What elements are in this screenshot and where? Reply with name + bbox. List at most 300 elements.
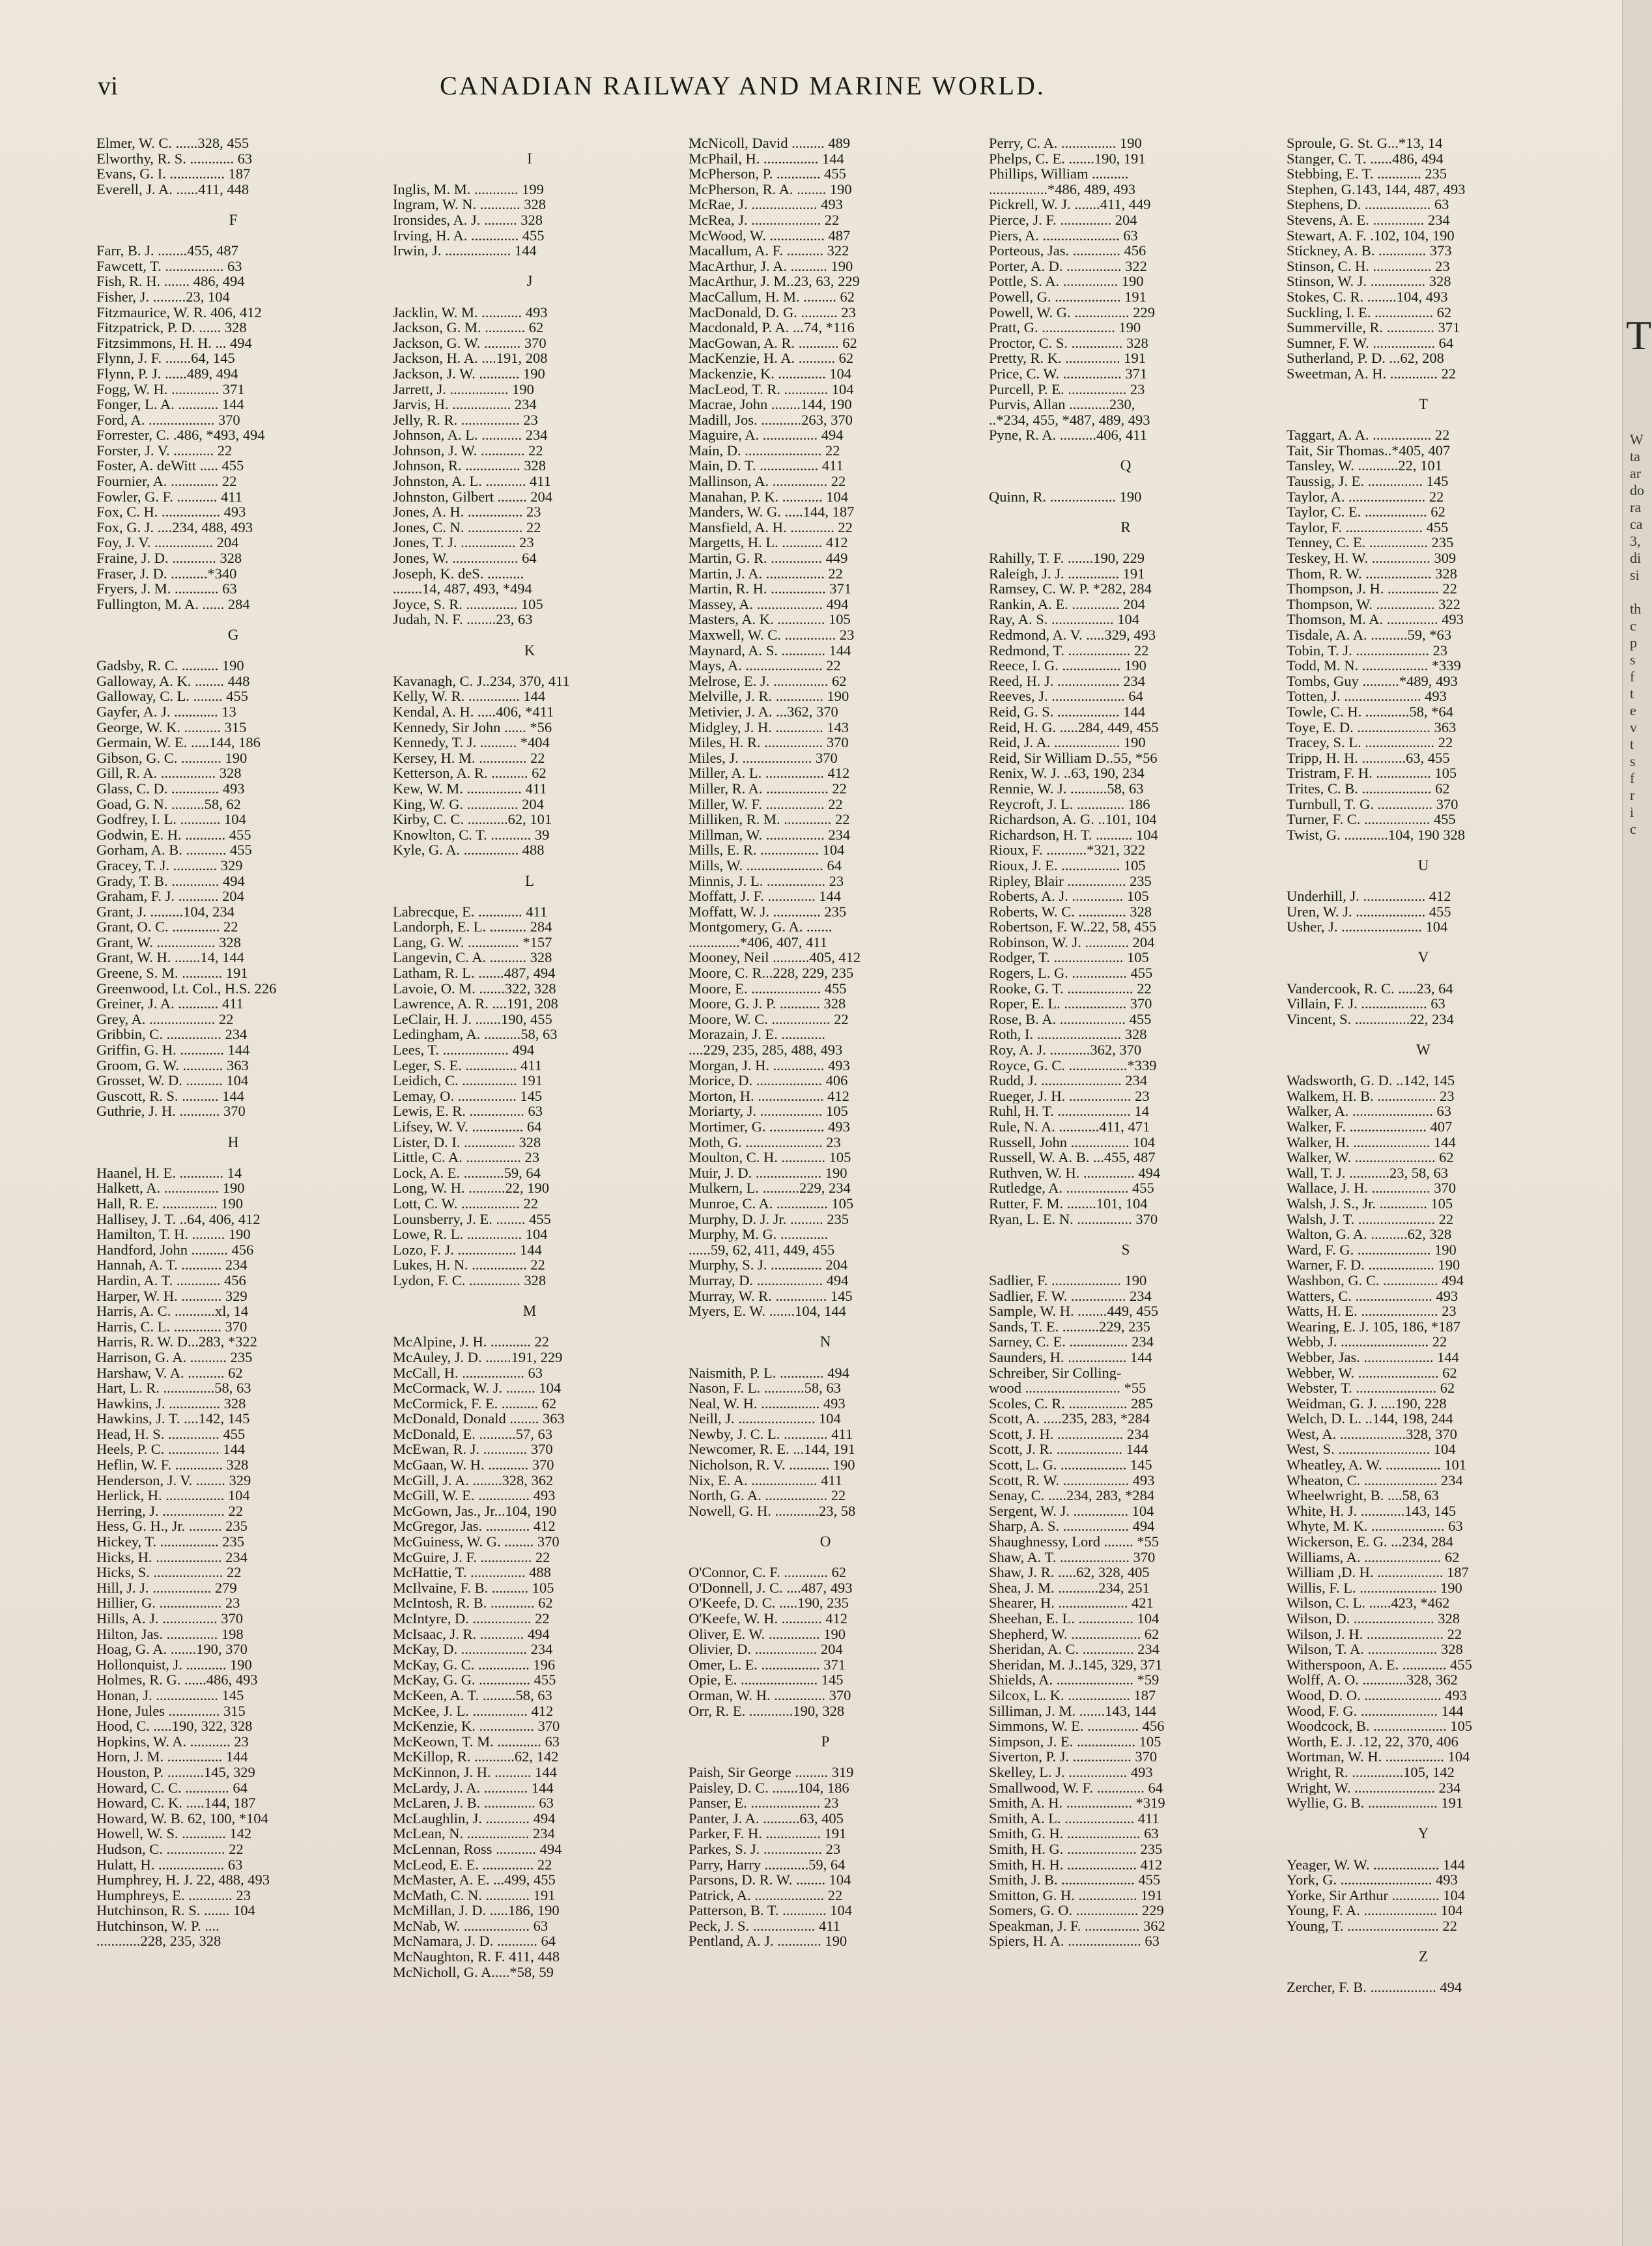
index-entry: Jones, T. J. ............... 23 [393, 535, 534, 551]
index-entry: Johnston, A. L. ........... 411 [393, 474, 551, 489]
index-entry: Kyle, G. A. ............... 488 [393, 842, 545, 858]
index-entry: McLaughlin, J. ............ 494 [393, 1810, 556, 1827]
index-entry: Rose, B. A. .................. 455 [989, 1011, 1152, 1027]
index-entry: Smitton, G. H. ................ 191 [989, 1887, 1163, 1903]
adjacent-page-fragment: r [1630, 787, 1635, 803]
index-entry: Moriarty, J. ................. 105 [689, 1103, 848, 1119]
index-entry: Harris, A. C. ...........xl, 14 [96, 1303, 249, 1319]
index-entry: McPherson, P. ............ 455 [689, 166, 846, 182]
index-entry: MacArthur, J. A. .......... 190 [689, 258, 853, 274]
index-entry: McMaster, A. E. ...499, 455 [393, 1872, 556, 1888]
index-entry: Whyte, M. K. .................... 63 [1287, 1518, 1463, 1535]
index-entry: ......59, 62, 411, 449, 455 [689, 1242, 835, 1258]
index-entry: Hardin, A. T. ............ 456 [96, 1272, 246, 1288]
index-column-5 [1287, 135, 1554, 1995]
index-entry: Reid, G. S. ................. 144 [989, 704, 1146, 720]
index-entry: Wilson, J. H. ..................... 22 [1287, 1626, 1462, 1642]
index-entry: Panser, E. ................... 23 [689, 1795, 839, 1811]
index-entry: Main, D. T. ................ 411 [689, 458, 844, 474]
index-entry: Wood, F. G. ..................... 144 [1287, 1703, 1464, 1719]
index-entry: Irving, H. A. ............. 455 [393, 227, 545, 244]
index-entry: Munroe, C. A. .............. 105 [689, 1195, 854, 1212]
section-spacer [96, 228, 363, 244]
index-entry: Howard, C. K. .....144, 187 [96, 1795, 256, 1811]
index-entry: Hopkins, W. A. ........... 23 [96, 1733, 249, 1750]
index-entry: Lister, D. I. .............. 328 [393, 1134, 541, 1150]
index-entry: Omer, L. E. ................ 371 [689, 1656, 846, 1673]
index-entry: Jones, A. H. ............... 23 [393, 504, 541, 520]
index-entry: Young, F. A. .................... 104 [1287, 1903, 1463, 1918]
index-entry: Fisher, J. .........23, 104 [96, 289, 230, 305]
index-entry: Renix, W. J. ..63, 190, 234 [989, 765, 1145, 781]
index-entry: Kennedy, T. J. .......... *404 [393, 735, 550, 750]
index-entry: Nason, F. L. ...........58, 63 [689, 1380, 841, 1396]
index-entry: Rodger, T. ................... 105 [989, 950, 1149, 966]
index-entry: Grant, O. C. ............. 22 [96, 919, 238, 935]
index-entry: Kersey, H. M. ............. 22 [393, 750, 545, 766]
index-entry: Heels, P. C. .............. 144 [96, 1442, 246, 1458]
index-entry: Hills, A. J. ............... 370 [96, 1611, 244, 1627]
index-entry: Wickerson, E. G. ...234, 284 [1287, 1534, 1453, 1550]
index-entry: Evans, G. I. ............... 187 [96, 166, 251, 182]
index-entry: Houston, P. ..........145, 329 [96, 1764, 255, 1780]
index-entry: Jackson, G. M. ........... 62 [393, 320, 544, 335]
index-entry: McKay, G. G. .............. 455 [393, 1672, 556, 1688]
index-entry: Taussig, J. E. ............... 145 [1287, 474, 1449, 489]
section-spacer [989, 443, 1256, 459]
index-entry: Tait, Sir Thomas..*405, 407 [1287, 442, 1451, 459]
index-entry: Rutter, F. M. ........101, 104 [989, 1195, 1148, 1212]
index-entry: Minnis, J. L. ................ 23 [689, 873, 844, 889]
index-entry: Wolff, A. O. ............328, 362 [1287, 1672, 1458, 1688]
page-header [98, 70, 1388, 109]
index-entry: Hill, J. J. ................ 279 [96, 1580, 237, 1596]
index-entry: Reycroft, J. L. ............. 186 [989, 796, 1150, 812]
index-entry: Mulkern, L. ..........229, 234 [689, 1180, 851, 1196]
section-spacer [689, 1319, 956, 1335]
section-spacer [393, 858, 660, 874]
index-entry: Johnston, Gilbert ........ 204 [393, 489, 552, 505]
index-entry: Moore, E. ................... 455 [689, 980, 847, 997]
index-entry: Howard, W. B. 62, 100, *104 [96, 1810, 268, 1827]
index-entry: Ripley, Blair ................ 235 [989, 873, 1152, 889]
index-entry: McDonald, E. ..........57, 63 [393, 1426, 552, 1442]
index-entry: Trites, C. B. ................... 62 [1287, 780, 1450, 797]
index-entry: Parry, Harry ............59, 64 [689, 1856, 846, 1873]
index-entry: Horn, J. M. ............... 144 [96, 1749, 248, 1765]
index-entry: Pierce, J. F. .............. 204 [989, 212, 1137, 228]
index-entry: Humphrey, H. J. 22, 488, 493 [96, 1872, 270, 1888]
index-entry: Morton, H. .................. 412 [689, 1088, 849, 1104]
index-entry: Mortimer, G. ............... 493 [689, 1119, 850, 1135]
index-entry: Johnson, J. W. ............ 22 [393, 442, 543, 459]
index-entry: Ingram, W. N. ........... 328 [393, 197, 546, 212]
index-entry: West, S. ......................... 104 [1287, 1442, 1456, 1458]
index-entry: Ruhl, H. T. .................... 14 [989, 1103, 1150, 1119]
index-entry: Hickey, T. ................ 235 [96, 1534, 245, 1550]
index-entry: Miles, H. R. ................ 370 [689, 735, 849, 750]
index-entry: Woodcock, B. .................... 105 [1287, 1718, 1473, 1734]
adjacent-page-fragment: ta [1630, 448, 1640, 464]
section-spacer [1287, 382, 1554, 397]
index-entry: Spiers, H. A. .................... 63 [989, 1933, 1160, 1950]
index-entry: Weidman, G. J. ....190, 228 [1287, 1395, 1447, 1412]
index-entry: Hollonquist, J. ........... 190 [96, 1656, 252, 1673]
index-entry: Lees, T. .................. 494 [393, 1042, 535, 1058]
index-entry: Redmond, T. ................. 22 [989, 642, 1149, 659]
index-entry: Washbon, G. C. ............... 494 [1287, 1272, 1464, 1288]
index-entry: Hoag, G. A. .......190, 370 [96, 1642, 248, 1657]
index-entry: McLennan, Ross ........... 494 [393, 1841, 562, 1857]
index-entry: Maxwell, W. C. .............. 23 [689, 627, 855, 643]
index-entry: McGuiness, W. G. ........ 370 [393, 1534, 560, 1550]
index-entry: Rennie, W. J. ..........58, 63 [989, 780, 1144, 797]
index-entry: Mallinson, A. ............... 22 [689, 474, 846, 489]
index-entry: Rogers, L. G. ............... 455 [989, 965, 1153, 981]
index-entry: Rioux, J. E. ................ 105 [989, 857, 1146, 874]
index-entry: Hilton, Jas. .............. 198 [96, 1626, 244, 1642]
index-entry: Miller, R. A. ................. 22 [689, 780, 847, 797]
index-entry: ....229, 235, 285, 488, 493 [689, 1042, 843, 1058]
index-entry: Somers, G. O. ................. 229 [989, 1903, 1164, 1918]
index-entry: wood .......................... *55 [989, 1380, 1146, 1396]
index-entry: Reed, H. J. ................. 234 [989, 673, 1145, 689]
index-entry: Taylor, A. ..................... 22 [1287, 489, 1444, 505]
index-entry: Nicholson, R. V. ........... 190 [689, 1457, 855, 1473]
index-entry: McKeown, T. M. ............ 63 [393, 1733, 560, 1750]
index-entry: Fournier, A. ............. 22 [96, 474, 237, 489]
index-entry: Tobin, T. J. .................... 23 [1287, 642, 1447, 659]
index-entry: Teskey, H. W. ................ 309 [1287, 550, 1457, 566]
page-number: vi [98, 71, 119, 100]
index-entry: Walton, G. A. ..........62, 328 [1287, 1227, 1452, 1242]
index-entry: Newby, J. C. L. ............ 411 [689, 1426, 853, 1442]
index-entry: Hawkins, J. T. ....142, 145 [96, 1411, 250, 1427]
index-entry: Groom, G. W. ........... 363 [96, 1057, 249, 1073]
section-spacer [393, 658, 660, 674]
index-entry: Stinson, C. H. ................ 23 [1287, 258, 1450, 274]
index-entry: Scoles, C. R. ................ 285 [989, 1395, 1153, 1412]
index-entry: Lock, A. E. ...........59, 64 [393, 1165, 541, 1181]
index-entry: Kendal, A. H. .....406, *411 [393, 704, 554, 720]
index-entry: Scott, A. .....235, 283, *284 [989, 1411, 1150, 1427]
index-entry: Guthrie, J. H. ........... 370 [96, 1103, 246, 1119]
index-entry: George, W. K. .......... 315 [96, 719, 247, 735]
index-entry: Guscott, R. S. .......... 144 [96, 1088, 244, 1104]
index-entry: Mansfield, A. H. ............ 22 [689, 519, 853, 535]
index-entry: Pyne, R. A. ..........406, 411 [989, 427, 1147, 443]
index-entry: Montgomery, G. A. ....... [689, 919, 833, 935]
index-entry: Piers, A. ..................... 63 [989, 227, 1138, 244]
section-spacer [1287, 1933, 1554, 1949]
index-entry: Smith, A. L. ................... 411 [989, 1810, 1160, 1827]
index-entry: Todd, M. N. .................. *339 [1287, 658, 1461, 674]
index-entry: Wilson, T. A. ................... 328 [1287, 1642, 1463, 1657]
running-title: CANADIAN RAILWAY AND MARINE WORLD. [440, 71, 1046, 100]
index-entry: Stebbing, E. T. ............ 235 [1287, 166, 1447, 182]
index-entry: MacKenzie, H. A. .......... 62 [689, 350, 854, 366]
section-letter: Q [1120, 457, 1132, 474]
index-entry: Galloway, C. L. ........ 455 [96, 689, 248, 704]
section-spacer [393, 166, 660, 182]
index-entry: Gribbin, C. ............... 234 [96, 1027, 248, 1043]
index-entry: McAuley, J. D. .......191, 229 [393, 1349, 563, 1365]
index-entry: Skelley, L. J. ................ 493 [989, 1764, 1153, 1780]
index-entry: LeClair, H. J. .......190, 455 [393, 1011, 552, 1027]
index-entry: Martin, R. H. ............... 371 [689, 581, 851, 597]
index-entry: Wheaton, C. .................... 234 [1287, 1472, 1463, 1488]
index-entry: York, G. ......................... 493 [1287, 1872, 1458, 1888]
index-entry: McMillan, J. D. .....186, 190 [393, 1903, 560, 1918]
adjacent-page-fragment: t [1630, 736, 1634, 752]
index-entry: Knowlton, C. T. ........... 39 [393, 827, 550, 843]
index-entry: Russell, W. A. B. ...455, 487 [989, 1150, 1156, 1165]
index-entry: Stinson, W. J. ............... 328 [1287, 274, 1451, 289]
index-entry: Head, H. S. .............. 455 [96, 1426, 246, 1442]
index-entry: Roberts, W. C. ............. 328 [989, 903, 1152, 920]
index-entry: McIntyre, D. ................ 22 [393, 1611, 550, 1627]
index-entry: Moore, W. C. ................ 22 [689, 1011, 849, 1027]
index-entry: Heflin, W. F. ............. 328 [96, 1457, 249, 1473]
section-letter: O [819, 1533, 831, 1550]
index-entry: Fox, G. J. ....234, 488, 493 [96, 519, 253, 535]
index-entry: Shepherd, W. ................... 62 [989, 1626, 1160, 1642]
index-entry: Macdonald, P. A. ...74, *116 [689, 320, 855, 335]
index-entry: Lemay, O. ................ 145 [393, 1088, 543, 1104]
section-spacer [1287, 874, 1554, 889]
adjacent-page-fragment: di [1630, 550, 1642, 566]
index-entry: Ray, A. S. ................. 104 [989, 612, 1140, 627]
index-entry: Harper, W. H. ........... 329 [96, 1288, 248, 1304]
index-entry: Sharp, A. S. .................. 494 [989, 1518, 1155, 1535]
index-entry: Gadsby, R. C. .......... 190 [96, 658, 244, 674]
index-entry: Manahan, P. K. ........... 104 [689, 489, 848, 505]
index-entry: Price, C. W. ................ 371 [989, 365, 1148, 382]
index-entry: Lavoie, O. M. .......322, 328 [393, 980, 556, 997]
index-entry: West, A. ..................328, 370 [1287, 1426, 1457, 1442]
index-entry: Wearing, E. J. 105, 186, *187 [1287, 1318, 1460, 1335]
index-entry: Graham, F. J. ........... 204 [96, 888, 244, 904]
index-entry: William ,D. H. .................. 187 [1287, 1565, 1469, 1580]
index-entry: Howard, C. C. ............ 64 [96, 1780, 248, 1796]
index-entry: Maynard, A. S. ............ 144 [689, 642, 851, 659]
index-entry: Germain, W. E. .....144, 186 [96, 735, 261, 750]
index-entry: Roper, E. L. ................. 370 [989, 996, 1152, 1012]
index-entry: Walker, F. ..................... 407 [1287, 1119, 1453, 1135]
index-entry: Phillips, William .......... [989, 166, 1129, 182]
index-entry: Rudd, J. ...................... 234 [989, 1073, 1148, 1088]
index-entry: McAlpine, J. H. ........... 22 [393, 1334, 549, 1350]
index-entry: Tisdale, A. A. ..........59, *63 [1287, 627, 1451, 643]
index-entry: Wyllie, G. B. ................... 191 [1287, 1795, 1464, 1811]
index-entry: Patterson, B. T. ............ 104 [689, 1903, 853, 1918]
index-entry: Smith, J. B. .................... 455 [989, 1872, 1161, 1888]
index-column-2 [393, 135, 660, 1980]
index-entry: Sheridan, M. J..145, 329, 371 [989, 1656, 1163, 1673]
section-spacer [989, 535, 1256, 550]
index-entry: McCormack, W. J. ........ 104 [393, 1380, 562, 1396]
index-entry: Herlick, H. ................ 104 [96, 1488, 250, 1503]
index-entry: Reid, H. G. .....284, 449, 455 [989, 719, 1159, 735]
index-entry: Reid, J. A. .................. 190 [989, 735, 1146, 750]
index-entry: ............228, 235, 328 [96, 1933, 221, 1950]
index-entry: Langevin, C. A. .......... 328 [393, 950, 552, 966]
index-entry: Young, T. ......................... 22 [1287, 1918, 1457, 1934]
index-entry: Turner, F. C. .................. 455 [1287, 812, 1456, 827]
index-entry: Walkem, H. B. ................ 23 [1287, 1088, 1455, 1104]
index-entry: Parsons, D. R. W. ........ 104 [689, 1872, 851, 1888]
index-entry: Rahilly, T. F. .......190, 229 [989, 550, 1145, 566]
adjacent-page-fragment: ra [1630, 499, 1642, 515]
index-entry: Taylor, F. ..................... 455 [1287, 519, 1449, 535]
index-entry: Grant, J. .........104, 234 [96, 903, 235, 920]
index-entry: Morgan, J. H. .............. 493 [689, 1057, 850, 1073]
index-entry: McNab, W. .................. 63 [393, 1918, 548, 1934]
index-entry: Harris, R. W. D...283, *322 [96, 1334, 257, 1350]
index-entry: Myers, E. W. .......104, 144 [689, 1303, 846, 1319]
section-letter: I [527, 150, 532, 167]
index-entry: Stanger, C. T. ......486, 494 [1287, 150, 1444, 167]
index-entry: Williams, A. ..................... 62 [1287, 1549, 1460, 1565]
index-entry: Saunders, H. ................ 144 [989, 1349, 1152, 1365]
index-entry: Honan, J. ................. 145 [96, 1687, 244, 1703]
index-entry: Miller, W. F. ................ 22 [689, 796, 843, 812]
index-entry: McHattie, T. ............... 488 [393, 1565, 551, 1580]
adjacent-page-fragment: do [1630, 482, 1644, 498]
index-entry: Melrose, E. J. ............... 62 [689, 673, 847, 689]
section-letter: U [1417, 857, 1429, 874]
index-entry: Quinn, R. .................. 190 [989, 489, 1142, 505]
index-entry: Tracey, S. L. ................... 22 [1287, 735, 1453, 750]
adjacent-page-fragment [1630, 584, 1644, 601]
index-entry: Hannah, A. T. ........... 234 [96, 1257, 248, 1273]
index-entry: Wortman, W. H. ................ 104 [1287, 1749, 1470, 1765]
index-entry: Powell, W. G. ............... 229 [989, 304, 1156, 320]
index-entry: Tombs, Guy ..........*489, 493 [1287, 673, 1458, 689]
index-entry: Gill, R. A. ............... 328 [96, 765, 242, 781]
index-entry: Reid, Sir William D..55, *56 [989, 750, 1158, 766]
index-entry: Landorph, E. L. .......... 284 [393, 919, 552, 935]
index-entry: Roy, A. J. ...........362, 370 [989, 1042, 1142, 1058]
index-entry: Siverton, P. J. ................ 370 [989, 1749, 1158, 1765]
index-entry: Pentland, A. J. ............ 190 [689, 1933, 847, 1950]
index-entry: Paisley, D. C. .......104, 186 [689, 1780, 849, 1796]
index-entry: Orman, W. H. .............. 370 [689, 1687, 851, 1703]
index-entry: Walker, W. ...................... 62 [1287, 1150, 1454, 1165]
index-entry: Underhill, J. ................. 412 [1287, 888, 1451, 904]
index-entry: Farr, B. J. ........455, 487 [96, 243, 238, 259]
index-entry: McGill, W. E. .............. 493 [393, 1488, 556, 1503]
index-entry: Villain, F. J. .................. 63 [1287, 996, 1445, 1012]
index-entry: Hulatt, H. .................. 63 [96, 1856, 243, 1873]
index-entry: Taggart, A. A. ................ 22 [1287, 427, 1450, 443]
index-entry: Vincent, S. ...............22, 234 [1287, 1011, 1454, 1027]
index-entry: McNamara, J. D. ........... 64 [393, 1933, 556, 1950]
index-entry: Purcell, P. E. ................ 23 [989, 381, 1145, 397]
index-entry: Moore, G. J. P. ........... 328 [689, 996, 846, 1012]
index-entry: Pottle, S. A. ............... 190 [989, 274, 1144, 289]
index-entry: McGaan, W. H. ........... 370 [393, 1457, 554, 1473]
adjacent-page-fragment: f [1630, 770, 1635, 786]
index-entry: ................*486, 489, 493 [989, 181, 1135, 197]
index-entry: Lounsberry, J. E. ........ 455 [393, 1211, 551, 1227]
index-entry: Richardson, H. T. .......... 104 [989, 827, 1158, 843]
index-entry: Long, W. H. ..........22, 190 [393, 1180, 550, 1196]
index-entry: Tripp, H. H. ............63, 455 [1287, 750, 1450, 766]
index-entry: Johnson, A. L. ........... 234 [393, 427, 548, 443]
index-entry: Mooney, Neil ..........405, 412 [689, 950, 861, 966]
index-entry: Simpson, J. E. ................ 105 [989, 1733, 1161, 1750]
index-entry: McGown, Jas., Jr...104, 190 [393, 1503, 557, 1519]
index-entry: Shields, A. ..................... *59 [989, 1672, 1160, 1688]
index-entry: Thompson, W. ................ 322 [1287, 596, 1460, 612]
adjacent-page-text [1630, 431, 1644, 838]
index-entry: Lozo, F. J. ................ 144 [393, 1242, 542, 1258]
index-entry: Latham, R. L. .......487, 494 [393, 965, 556, 981]
section-letter: J [526, 273, 533, 290]
index-entry: Irwin, J. .................. 144 [393, 243, 537, 259]
index-entry: Pickrell, W. J. .......411, 449 [989, 197, 1151, 212]
index-entry: Hutchinson, R. S. ....... 104 [96, 1903, 255, 1918]
index-entry: Perry, C. A. ............... 190 [989, 135, 1142, 151]
index-entry: Foster, A. deWitt ..... 455 [96, 458, 244, 474]
index-entry: Judah, N. F. ........23, 63 [393, 612, 533, 627]
index-entry: McWood, W. ............... 487 [689, 227, 851, 244]
index-entry: Fryers, J. M. ............ 63 [96, 581, 237, 597]
index-entry: Murray, W. R. .............. 145 [689, 1288, 853, 1304]
index-entry: McIlvaine, F. B. .......... 105 [393, 1580, 554, 1596]
index-entry: Yorke, Sir Arthur ............. 104 [1287, 1887, 1465, 1903]
index-entry: Sheridan, A. C. .............. 234 [989, 1642, 1160, 1657]
index-entry: Wall, T. J. ...........23, 58, 63 [1287, 1165, 1448, 1181]
index-entry: Redmond, A. V. .....329, 493 [989, 627, 1156, 643]
index-entry: Welch, D. L. ..144, 198, 244 [1287, 1411, 1453, 1427]
index-entry: Mackenzie, K. ............. 104 [689, 365, 851, 382]
index-entry: Martin, J. A. ................ 22 [689, 565, 843, 582]
index-entry: Macrae, John ........144, 190 [689, 397, 852, 412]
index-entry: Ironsides, A. J. ......... 328 [393, 212, 543, 228]
index-entry: Ford, A. .................. 370 [96, 412, 240, 428]
section-spacer [1287, 1965, 1554, 1980]
index-entry: Kavanagh, C. J..234, 370, 411 [393, 673, 570, 689]
index-entry: Greenwood, Lt. Col., H.S. 226 [96, 980, 277, 997]
index-entry: Sarney, C. E. ................ 234 [989, 1334, 1154, 1350]
index-entry: Silcox, L. K. ................. 187 [989, 1687, 1156, 1703]
index-entry: Wadsworth, G. D. ..142, 145 [1287, 1073, 1455, 1088]
section-spacer [1287, 412, 1554, 428]
index-entry: Elworthy, R. S. ............ 63 [96, 150, 253, 167]
index-entry: Scott, J. R. .................. 144 [989, 1442, 1148, 1458]
index-column-1 [96, 135, 363, 1949]
section-spacer [1287, 935, 1554, 950]
index-entry: Wright, W. ...................... 234 [1287, 1780, 1461, 1796]
section-spacer [989, 1257, 1256, 1273]
index-entry: McLean, N. ................. 234 [393, 1826, 555, 1841]
index-entry: Wallace, J. H. ................ 370 [1287, 1180, 1457, 1196]
index-entry: Royce, G. C. ................*339 [989, 1057, 1157, 1073]
index-entry: McCormick, F. E. .......... 62 [393, 1395, 557, 1412]
index-entry: Neill, J. ..................... 104 [689, 1411, 841, 1427]
index-entry: Hamilton, T. H. ......... 190 [96, 1227, 251, 1242]
index-entry: Jelly, R. R. ................ 23 [393, 412, 538, 428]
index-entry: Shearer, H. ................... 421 [989, 1595, 1154, 1611]
index-entry: Grosset, W. D. .......... 104 [96, 1073, 249, 1088]
adjacent-page-fragment: th [1630, 601, 1642, 617]
index-entry: Ledingham, A. ..........58, 63 [393, 1027, 558, 1043]
index-entry: Howell, W. S. ............ 142 [96, 1826, 252, 1841]
index-entry: McKinnon, J. H. .......... 144 [393, 1764, 557, 1780]
index-entry: O'Donnell, J. C. ....487, 493 [689, 1580, 853, 1596]
